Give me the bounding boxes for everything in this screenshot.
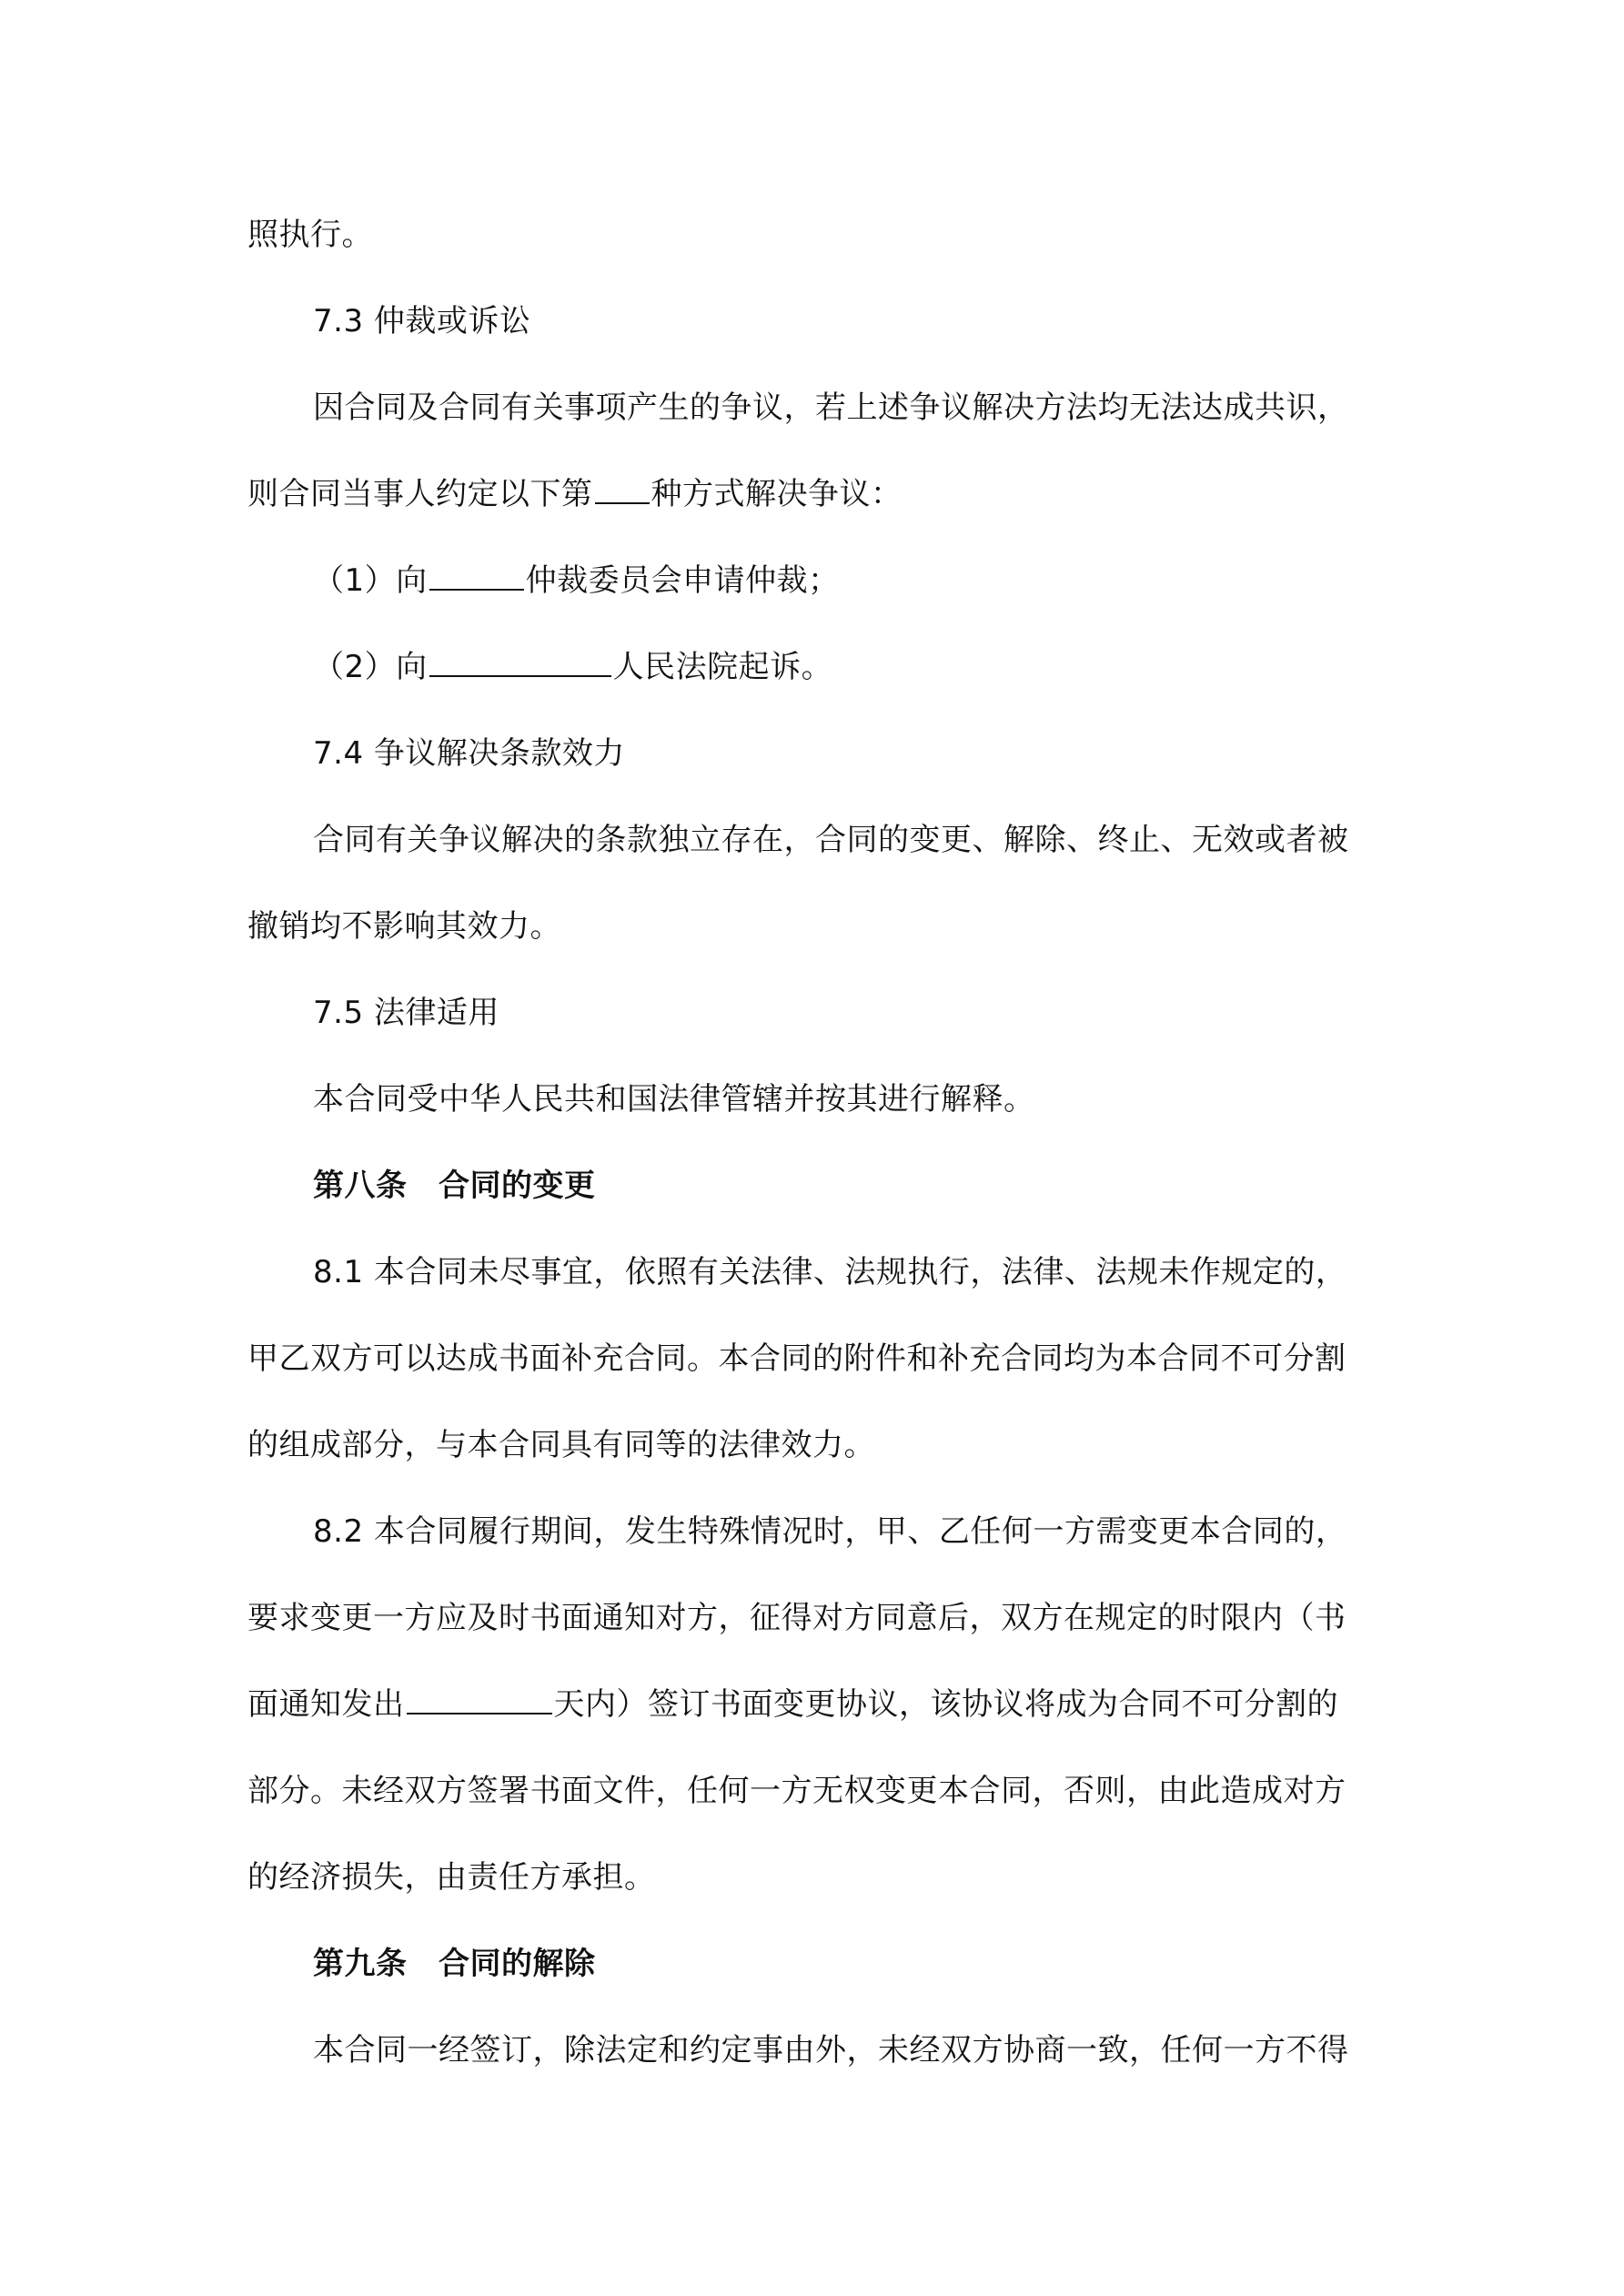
article-9-heading: 第九条 合同的解除 [313,1946,596,1982]
text-segment: 面通知发出 [247,1686,405,1723]
fill-blank [429,561,524,591]
text-line: 合同有关争议解决的条款独立存在，合同的变更、解除、终止、无效或者被 [313,822,1349,858]
text-segment: （1）向 [313,562,428,599]
text-line: 甲乙双方可以达成书面补充合同。本合同的附件和补充合同均为本合同不可分割 [247,1340,1347,1377]
text-segment: 天内）签订书面变更协议，该协议将成为合同不可分割的 [553,1686,1338,1723]
text-line: 要求变更一方应及时书面通知对方，征得对方同意后，双方在规定的时限内（书 [247,1600,1347,1636]
article-8-heading: 第八条 合同的变更 [313,1168,596,1204]
text-segment: （2）向 [313,649,428,685]
text-line: 的经济损失，由责任方承担。 [247,1859,656,1896]
clause-7-5-title: 7.5 法律适用 [313,995,499,1031]
clause-7-3-title: 7.3 仲裁或诉讼 [313,303,531,339]
text-line: 8.1 本合同未尽事宜，依照有关法律、法规执行，法律、法规未作规定的， [313,1254,1347,1290]
text-segment: 人民法院起诉。 [612,649,833,685]
text-segment: 仲裁委员会申请仲裁； [525,562,840,599]
fill-blank [595,475,650,504]
text-segment: 种方式解决争议： [651,476,903,512]
text-line [247,1683,1394,1726]
clause-7-4-title: 7.4 争议解决条款效力 [313,735,625,772]
text-line: 本合同受中华人民共和国法律管辖并按其进行解释。 [313,1081,1035,1118]
fill-blank [429,648,611,677]
text-line: 的组成部分，与本合同具有同等的法律效力。 [247,1427,875,1463]
text-line [247,472,1394,516]
text-segment: 则合同当事人约定以下第 [247,476,593,512]
text-line [313,645,1394,689]
text-line [313,559,1394,602]
text-line: 撤销均不影响其效力。 [247,908,561,945]
fill-blank [407,1685,552,1714]
text-line: 本合同一经签订，除法定和约定事由外，未经双方协商一致，任何一方不得 [313,2032,1349,2068]
text-line: 8.2 本合同履行期间，发生特殊情况时，甲、乙任何一方需变更本合同的， [313,1513,1347,1550]
text-line: 部分。未经双方签署书面文件，任何一方无权变更本合同，否则，由此造成对方 [247,1773,1347,1809]
text-line: 因合同及合同有关事项产生的争议，若上述争议解决方法均无法达成共识， [313,389,1349,426]
text-line: 照执行。 [247,217,373,253]
